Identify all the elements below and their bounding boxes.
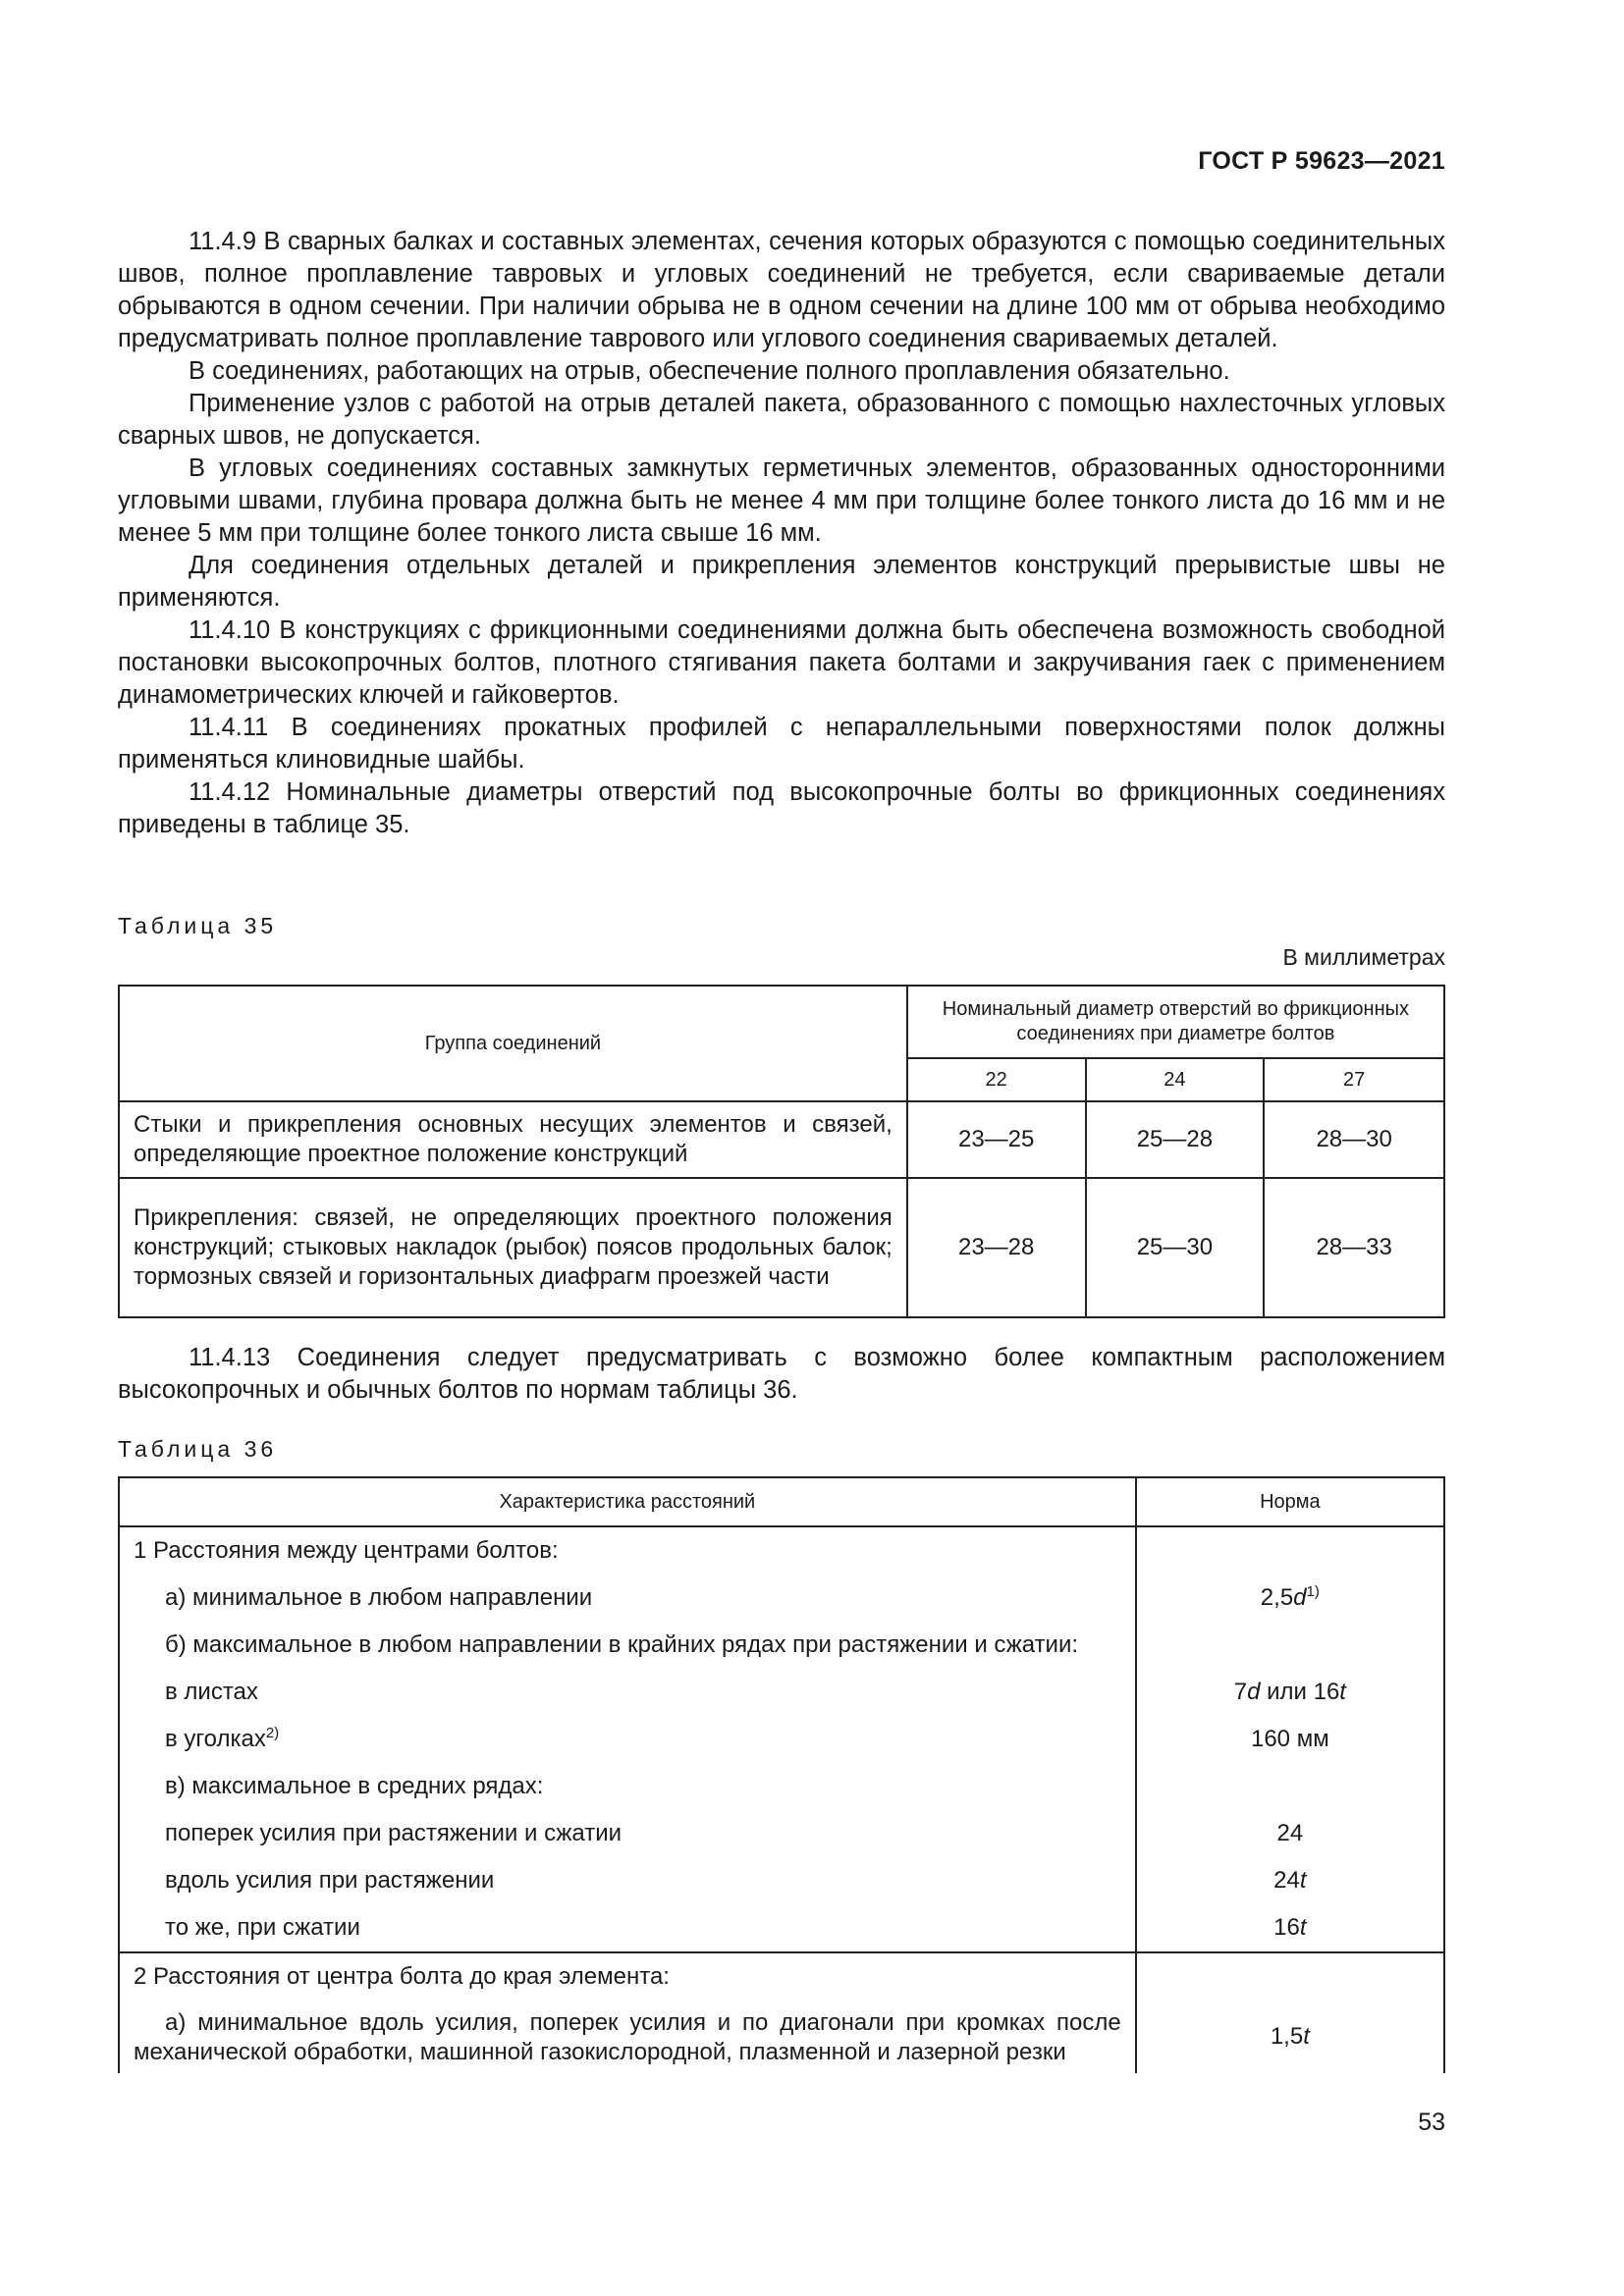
in-sheets-label: в листах — [165, 1679, 258, 1705]
table-35-diameter-27: 27 — [1264, 1058, 1444, 1101]
table-35-caption: Таблица 35 — [118, 913, 278, 938]
table-row — [119, 1101, 1444, 1178]
table-36-characteristic-header: Характеристика расстояний — [119, 1477, 1136, 1526]
page-number: 53 — [1418, 2109, 1445, 2136]
paragraph: Для соединения отдельных деталей и прикрепления элементов конструкций прерывистые швы не применяются. — [118, 552, 1445, 612]
table-36-norm-header: Норма — [1136, 1477, 1444, 1526]
table-row — [119, 1952, 1444, 2073]
in-sheets-value: 7d или 16t — [1233, 1679, 1346, 1705]
paragraph: 11.4.11 В соединениях прокатных профилей с непараллельными поверхностями полок должны применяться клиновидные шайбы. — [118, 714, 1445, 774]
table-35-cell: 28—33 — [1264, 1178, 1444, 1317]
document-page — [118, 0, 1445, 2296]
paragraph: 11.4.12 Номинальные диаметры отверстий под высокопрочные болты во фрикционных соединениях приведены в таблице 35. — [118, 778, 1445, 838]
paragraph: Применение узлов с работой на отрыв деталей пакета, образованного с помощью нахлесточных угловых сварных швов, не допускается. — [118, 390, 1445, 450]
table-35-diameter-24: 24 — [1086, 1058, 1265, 1101]
table-35-diameter-22: 22 — [907, 1058, 1086, 1101]
table-35-cell: 23—28 — [907, 1178, 1086, 1317]
paragraph: 11.4.10 В конструкциях с фрикционными соединениями должна быть обеспечена возможность свободной постановки высокопрочных болтов, плотного стягивания пакета болтами и закручивания гаек с применением динамометрических ключей и гайковертов. — [118, 616, 1445, 709]
max-outer-rows-label: б) максимальное в любом направлении в крайних рядах при растяжении и сжатии: — [165, 1631, 1079, 1658]
standard-header: ГОСТ Р 59623—2021 — [1198, 147, 1445, 175]
min-edge-distance-label: а) минимальное вдоль усилия, поперек усилия и по диагонали при кромках после механической обработки, машинной газокислородной, плазменной и лазерной резки — [134, 2009, 1121, 2065]
paragraph: 11.4.13 Соединения следует предусматривать с возможно более компактным расположением высокопрочных и обычных болтов по нормам таблицы 36. — [118, 1344, 1445, 1404]
table-36-section-1-labels — [119, 1526, 1136, 1952]
table-36-section-2-labels — [119, 1952, 1136, 2073]
min-any-direction-label: а) минимальное в любом направлении — [165, 1584, 593, 1611]
table-35-cell: 28—30 — [1264, 1101, 1444, 1178]
same-compression-label: то же, при сжатии — [165, 1914, 360, 1941]
table-35-units: В миллиметрах — [1282, 944, 1445, 970]
across-force-value: 24 — [1276, 1820, 1304, 1846]
paragraph: В соединениях, работающих на отрыв, обеспечение полного проплавления обязательно. — [189, 357, 1230, 385]
along-force-tension-label: вдоль усилия при растяжении — [165, 1867, 495, 1894]
paragraph: 11.4.9 В сварных балках и составных элементах, сечения которых образуются с помощью соединительных швов, полное проплавление тавровых и угловых соединений не требуется, если свариваемые детали обрываются в одном сечении. При наличии обрыва не в одном сечении на длине 100 мм от обрыва необходимо предусматривать полное проплавление таврового или углового соединения свариваемых деталей. — [118, 228, 1445, 352]
table-35-cell: 23—25 — [907, 1101, 1086, 1178]
table-35-group-header: Группа соединений — [119, 986, 907, 1101]
table-35-diameter-header: Номинальный диаметр отверстий во фрикционных соединениях при диаметре болтов — [907, 986, 1444, 1058]
min-edge-distance-value: 1,5t — [1270, 2023, 1310, 2050]
table-35-row-label: Стыки и прикрепления основных несущих элементов и связей, определяющие проектное положение конструкций — [119, 1101, 907, 1178]
table-36-caption: Таблица 36 — [118, 1436, 278, 1462]
table-35-row-label: Прикрепления: связей, не определяющих проектного положения конструкций; стыковых накладок (рыбок) поясов продольных балок; тормозных связей и горизонтальных диафрагм проезжей части — [119, 1178, 907, 1317]
across-force-label: поперек усилия при растяжении и сжатии — [165, 1820, 623, 1846]
paragraph: В угловых соединениях составных замкнутых герметичных элементов, образованных односторонними угловыми швами, глубина провара должна быть не менее 4 мм при толщине более тонкого листа до 16 мм и не менее 5 мм при толщине более тонкого листа свыше 16 мм. — [118, 454, 1445, 547]
body-text — [118, 226, 1445, 841]
same-compression-value: 16t — [1273, 1914, 1307, 1941]
section-2-title: 2 Расстояния от центра болта до края элемента: — [134, 1963, 670, 1990]
section-1-title: 1 Расстояния между центрами болтов: — [134, 1537, 559, 1564]
in-angles-value: 160 мм — [1250, 1726, 1329, 1752]
table-36-section-2-values — [1136, 1952, 1444, 2073]
table-36 — [118, 1476, 1445, 2073]
table-row — [119, 1526, 1444, 1952]
table-35-cell: 25—28 — [1086, 1101, 1265, 1178]
table-35 — [118, 985, 1445, 1318]
along-force-tension-value: 24t — [1273, 1867, 1307, 1894]
table-36-section-1-values — [1136, 1526, 1444, 1952]
table-row — [119, 1178, 1444, 1317]
table-35-cell: 25—30 — [1086, 1178, 1265, 1317]
in-angles-label: в уголках$^{2)}$ — [165, 1725, 280, 1752]
max-middle-rows-label: в) максимальное в средних рядах: — [165, 1773, 544, 1799]
min-any-direction-value: $2,5d^{1)}$ — [1260, 1583, 1320, 1611]
